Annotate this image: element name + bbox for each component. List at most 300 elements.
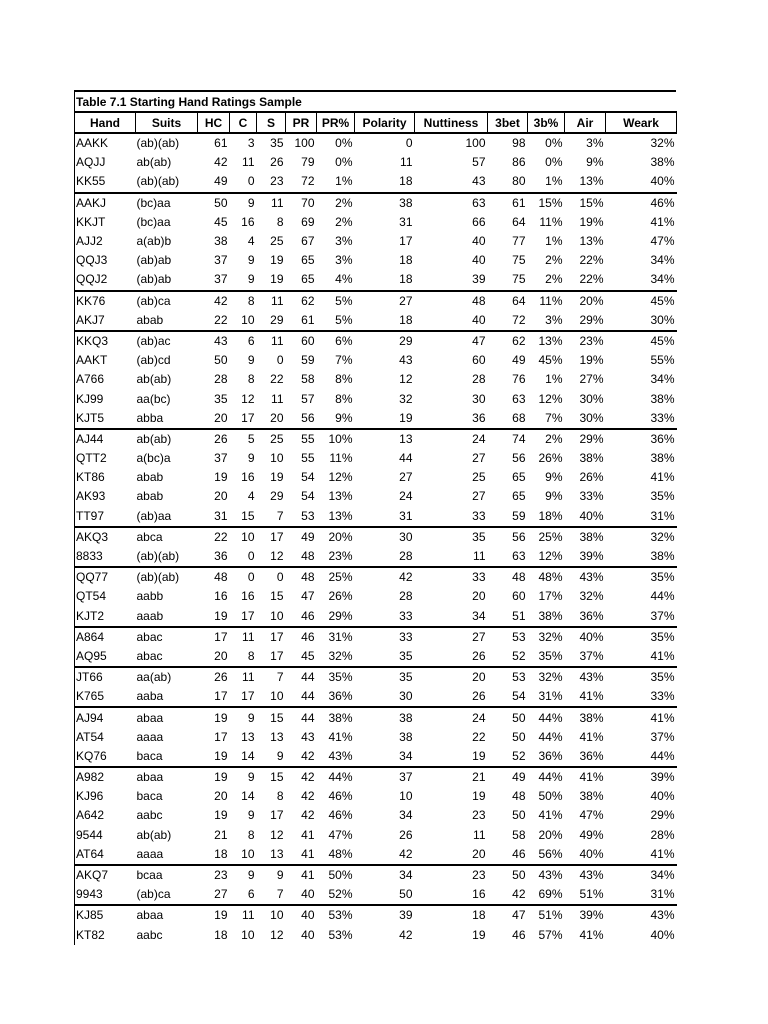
cell-suits: aabc — [136, 927, 163, 942]
cell-air: 47% — [579, 808, 604, 823]
table-row — [75, 728, 677, 747]
cell-suits: (ab)aa — [136, 508, 172, 523]
cell-hc: 26 — [198, 429, 230, 449]
table-row — [75, 707, 677, 727]
cell-pr: 42 — [301, 748, 315, 763]
cell-s: 25 — [270, 234, 284, 249]
cell-pr-pct: 13% — [328, 489, 353, 504]
cell-s: 35 — [270, 136, 284, 151]
cell-weark: 41% — [650, 846, 675, 861]
cell-suits: baca — [136, 748, 163, 763]
cell-s: 29 — [270, 489, 284, 504]
cell-s: 13 — [270, 846, 284, 861]
cell-hand: KJT2 — [75, 607, 136, 627]
cell-nuttiness: 19 — [472, 789, 486, 804]
cell-nuttiness: 33 — [472, 508, 486, 523]
cell-suits: abab — [136, 312, 164, 327]
cell-pr-pct: 29% — [328, 608, 353, 623]
table-body — [75, 133, 677, 945]
cell-pr-pct: 44% — [317, 767, 355, 787]
table-row — [75, 291, 677, 311]
cell-3b-pct: 9% — [545, 470, 563, 485]
cell-suits: ab(ab) — [136, 372, 172, 387]
cell-suits: abac — [136, 648, 163, 663]
cell-s: 15 — [257, 767, 286, 787]
cell-hc: 19 — [198, 905, 230, 925]
cell-pr: 53 — [301, 508, 315, 523]
table-row — [75, 193, 677, 213]
cell-c: 16 — [241, 470, 255, 485]
cell-pr: 42 — [301, 789, 315, 804]
table-row — [75, 607, 677, 627]
cell-weark: 47% — [650, 234, 675, 249]
cell-3b-pct: 1% — [545, 234, 563, 249]
cell-3bet: 60 — [512, 589, 526, 604]
cell-nuttiness: 47 — [415, 331, 488, 351]
cell-s: 10 — [270, 689, 284, 704]
cell-air: 37% — [579, 648, 604, 663]
cell-pr: 67 — [301, 234, 315, 249]
cell-s: 19 — [270, 253, 284, 268]
starting-hand-ratings-table — [74, 111, 677, 945]
cell-air: 20% — [565, 291, 606, 311]
header-row — [75, 112, 677, 133]
table-row — [75, 133, 677, 153]
cell-pr-pct: 6% — [317, 331, 355, 351]
cell-hand: KT82 — [75, 926, 136, 945]
cell-hand: KT86 — [75, 468, 136, 487]
cell-suits: (ab)ca — [136, 887, 171, 902]
cell-air: 43% — [565, 667, 606, 687]
cell-3bet: 75 — [512, 253, 526, 268]
cell-c: 11 — [230, 905, 257, 925]
cell-pr-pct: 9% — [335, 410, 353, 425]
cell-hc: 19 — [198, 707, 230, 727]
cell-pr: 44 — [301, 689, 315, 704]
cell-3bet: 53 — [488, 627, 528, 647]
cell-3bet: 75 — [512, 272, 526, 287]
cell-c: 8 — [247, 372, 255, 387]
cell-pr-pct: 53% — [317, 905, 355, 925]
cell-weark: 45% — [606, 291, 677, 311]
cell-nuttiness: 20 — [472, 846, 486, 861]
cell-nuttiness: 23 — [472, 808, 486, 823]
cell-3b-pct: 35% — [538, 648, 563, 663]
cell-hand: KJ99 — [75, 389, 136, 408]
cell-3bet: 50 — [512, 729, 526, 744]
cell-3b-pct: 3% — [545, 312, 563, 327]
cell-hand: KKQ3 — [75, 331, 136, 351]
cell-pr-pct: 32% — [328, 648, 353, 663]
cell-3b-pct: 48% — [528, 567, 565, 587]
cell-pr-pct: 10% — [317, 429, 355, 449]
cell-3b-pct: 11% — [539, 214, 563, 229]
cell-pr-pct: 35% — [317, 667, 355, 687]
cell-3bet: 64 — [512, 214, 526, 229]
cell-hc: 42 — [214, 155, 228, 170]
cell-3bet: 48 — [488, 567, 528, 587]
cell-3bet: 64 — [488, 291, 528, 311]
cell-suits: bcaa — [136, 865, 198, 885]
cell-s: 22 — [270, 372, 284, 387]
cell-s: 11 — [271, 391, 284, 406]
cell-hand: QTT2 — [75, 449, 136, 468]
cell-air: 15% — [565, 193, 606, 213]
cell-polarity: 26 — [399, 827, 413, 842]
column-header: Nuttiness — [415, 112, 488, 133]
cell-hc: 21 — [214, 827, 228, 842]
cell-polarity: 33 — [399, 608, 413, 623]
cell-pr: 44 — [286, 667, 317, 687]
cell-s: 12 — [270, 549, 284, 564]
cell-polarity: 34 — [399, 748, 413, 763]
cell-c: 3 — [247, 136, 255, 151]
column-header: HC — [198, 112, 230, 133]
cell-c: 9 — [230, 865, 257, 885]
cell-weark: 44% — [650, 589, 675, 604]
cell-3b-pct: 2% — [545, 253, 563, 268]
cell-3bet: 50 — [488, 707, 528, 727]
cell-hc: 17 — [214, 689, 228, 704]
cell-pr-pct: 2% — [317, 193, 355, 213]
cell-pr: 60 — [286, 331, 317, 351]
cell-pr-pct: 52% — [328, 887, 353, 902]
table-row — [75, 153, 677, 172]
cell-3bet: 42 — [512, 887, 526, 902]
cell-s: 12 — [270, 827, 284, 842]
cell-nuttiness: 100 — [465, 136, 486, 151]
cell-c: 10 — [230, 527, 257, 547]
table-row — [75, 232, 677, 251]
cell-s: 10 — [270, 451, 284, 466]
table-row — [75, 449, 677, 468]
cell-pr-pct: 2% — [335, 214, 353, 229]
cell-c: 17 — [241, 689, 255, 704]
cell-3bet: 72 — [512, 312, 526, 327]
cell-3b-pct: 44% — [528, 707, 565, 727]
cell-hc: 49 — [214, 174, 228, 189]
cell-weark: 41% — [650, 470, 675, 485]
cell-s: 9 — [257, 865, 286, 885]
table-row — [75, 547, 677, 567]
cell-hc: 20 — [214, 789, 228, 804]
cell-polarity: 18 — [399, 174, 413, 189]
cell-3bet: 47 — [488, 905, 528, 925]
cell-nuttiness: 35 — [415, 527, 488, 547]
cell-air: 22% — [579, 272, 604, 287]
cell-pr-pct: 48% — [328, 846, 353, 861]
cell-polarity: 27 — [355, 291, 415, 311]
cell-s: 11 — [257, 331, 286, 351]
cell-weark: 33% — [650, 410, 675, 425]
cell-c: 9 — [247, 272, 255, 287]
cell-pr-pct: 11% — [329, 451, 353, 466]
cell-suits: aaba — [136, 689, 164, 704]
cell-air: 36% — [579, 748, 604, 763]
cell-nuttiness: 26 — [472, 648, 486, 663]
table-row — [75, 647, 677, 667]
cell-suits: abca — [136, 527, 198, 547]
cell-3b-pct: 1% — [545, 174, 563, 189]
cell-suits: (ab)(ab) — [136, 136, 180, 151]
cell-weark: 34% — [650, 272, 675, 287]
cell-air: 41% — [579, 729, 604, 744]
cell-s: 17 — [270, 808, 284, 823]
cell-c: 9 — [230, 767, 257, 787]
cell-3b-pct: 1% — [545, 372, 563, 387]
cell-pr-pct: 41% — [328, 729, 353, 744]
cell-pr-pct: 47% — [328, 827, 353, 842]
cell-pr: 70 — [286, 193, 317, 213]
cell-hc: 28 — [214, 372, 228, 387]
table-row — [75, 487, 677, 506]
table-row — [75, 172, 677, 192]
cell-nuttiness: 24 — [415, 429, 488, 449]
cell-suits: ab(ab) — [136, 429, 198, 449]
cell-polarity: 29 — [355, 331, 415, 351]
cell-suits: aaab — [136, 608, 164, 623]
cell-3bet: 56 — [488, 527, 528, 547]
cell-pr-pct: 0% — [335, 136, 353, 151]
cell-c: 10 — [241, 312, 255, 327]
cell-3bet: 62 — [488, 331, 528, 351]
cell-3b-pct: 51% — [528, 905, 565, 925]
cell-nuttiness: 18 — [415, 905, 488, 925]
table-row — [75, 787, 677, 806]
cell-suits: (ab)(ab) — [136, 549, 180, 564]
cell-3bet: 49 — [488, 767, 528, 787]
cell-weark: 35% — [650, 489, 675, 504]
cell-hc: 22 — [198, 527, 230, 547]
cell-nuttiness: 43 — [472, 174, 486, 189]
cell-s: 0 — [257, 567, 286, 587]
cell-s: 17 — [257, 527, 286, 547]
cell-c: 4 — [247, 489, 255, 504]
table-row — [75, 667, 677, 687]
cell-suits: aaaa — [136, 729, 164, 744]
cell-c: 15 — [241, 508, 255, 523]
cell-s: 17 — [257, 627, 286, 647]
cell-pr-pct: 26% — [328, 589, 353, 604]
cell-s: 8 — [276, 789, 284, 804]
cell-nuttiness: 34 — [472, 608, 486, 623]
cell-3b-pct: 41% — [538, 808, 563, 823]
cell-c: 6 — [247, 887, 255, 902]
cell-weark: 32% — [606, 527, 677, 547]
cell-suits: (ab)ab — [136, 253, 172, 268]
cell-hand: A766 — [75, 370, 136, 389]
cell-3bet: 61 — [488, 193, 528, 213]
cell-pr-pct: 8% — [335, 372, 353, 387]
cell-3b-pct: 12% — [538, 549, 563, 564]
cell-hc: 42 — [198, 291, 230, 311]
cell-pr-pct: 4% — [335, 272, 353, 287]
cell-nuttiness: 19 — [472, 748, 486, 763]
cell-pr: 42 — [301, 808, 315, 823]
cell-3bet: 63 — [512, 391, 526, 406]
cell-hand: AK93 — [75, 487, 136, 506]
cell-hc: 23 — [198, 865, 230, 885]
cell-suits: ab(ab) — [136, 155, 172, 170]
cell-3b-pct: 44% — [538, 729, 563, 744]
cell-polarity: 34 — [355, 865, 415, 885]
cell-nuttiness: 21 — [415, 767, 488, 787]
cell-s: 15 — [257, 707, 286, 727]
column-header: Hand — [75, 112, 136, 133]
cell-s: 11 — [257, 193, 286, 213]
cell-nuttiness: 19 — [472, 927, 486, 942]
cell-pr: 59 — [301, 353, 315, 368]
cell-polarity: 12 — [399, 372, 413, 387]
cell-s: 10 — [257, 905, 286, 925]
cell-air: 38% — [565, 527, 606, 547]
cell-3b-pct: 45% — [538, 353, 563, 368]
cell-hand: QQJ3 — [75, 251, 136, 270]
cell-suits: aa(ab) — [136, 667, 198, 687]
cell-pr: 48 — [301, 549, 315, 564]
cell-c: 9 — [230, 707, 257, 727]
cell-nuttiness: 20 — [415, 667, 488, 687]
cell-suits: aabc — [136, 808, 163, 823]
cell-hc: 50 — [198, 193, 230, 213]
cell-hand: 9544 — [75, 826, 136, 845]
cell-3b-pct: 11% — [528, 291, 565, 311]
cell-weark: 28% — [650, 827, 675, 842]
table-row — [75, 311, 677, 331]
cell-weark: 39% — [606, 767, 677, 787]
cell-hc: 26 — [198, 667, 230, 687]
column-header: 3bet — [488, 112, 528, 133]
cell-c: 8 — [247, 827, 255, 842]
cell-pr-pct: 5% — [335, 312, 353, 327]
cell-3bet: 80 — [512, 174, 526, 189]
table-row — [75, 270, 677, 290]
cell-air: 40% — [579, 846, 604, 861]
column-header: PR — [286, 112, 317, 133]
cell-weark: 34% — [606, 865, 677, 885]
cell-3bet: 46 — [512, 927, 526, 942]
cell-weark: 32% — [650, 136, 675, 151]
cell-pr: 40 — [286, 905, 317, 925]
table-row — [75, 627, 677, 647]
column-header: C — [230, 112, 257, 133]
cell-c: 17 — [241, 410, 255, 425]
cell-3b-pct: 32% — [528, 667, 565, 687]
cell-weark: 31% — [650, 887, 675, 902]
cell-pr-pct: 31% — [317, 627, 355, 647]
cell-air: 40% — [579, 508, 604, 523]
cell-pr-pct: 8% — [335, 391, 353, 406]
cell-polarity: 34 — [399, 808, 413, 823]
cell-c: 9 — [247, 451, 255, 466]
cell-3bet: 52 — [512, 648, 526, 663]
cell-hc: 19 — [198, 767, 230, 787]
cell-suits: (bc)aa — [136, 193, 198, 213]
cell-pr-pct: 38% — [317, 707, 355, 727]
cell-air: 23% — [565, 331, 606, 351]
cell-polarity: 35 — [399, 648, 413, 663]
cell-weark: 34% — [650, 372, 675, 387]
cell-s: 19 — [270, 470, 284, 485]
cell-3b-pct: 2% — [545, 272, 563, 287]
table-row — [75, 527, 677, 547]
cell-3bet: 50 — [488, 865, 528, 885]
table-row — [75, 389, 677, 408]
cell-pr: 41 — [301, 846, 315, 861]
cell-polarity: 19 — [399, 410, 413, 425]
cell-air: 38% — [565, 707, 606, 727]
cell-hand: KK55 — [75, 172, 136, 192]
cell-air: 32% — [579, 589, 604, 604]
table-row — [75, 507, 677, 527]
cell-pr: 100 — [294, 136, 315, 151]
table-row — [75, 251, 677, 270]
cell-pr-pct: 12% — [328, 470, 353, 485]
cell-hand: AT64 — [75, 845, 136, 865]
table-row — [75, 351, 677, 370]
cell-hc: 22 — [214, 312, 228, 327]
cell-3b-pct: 32% — [528, 627, 565, 647]
table-row — [75, 687, 677, 707]
cell-hand: KQ76 — [75, 747, 136, 767]
cell-polarity: 18 — [399, 253, 413, 268]
cell-nuttiness: 30 — [472, 391, 486, 406]
cell-pr-pct: 3% — [335, 253, 353, 268]
cell-s: 12 — [270, 927, 284, 942]
cell-suits: (ab)cd — [136, 353, 171, 368]
cell-suits: aa(bc) — [136, 391, 171, 406]
cell-c: 8 — [230, 291, 257, 311]
cell-polarity: 38 — [355, 707, 415, 727]
cell-nuttiness: 22 — [472, 729, 486, 744]
cell-polarity: 30 — [355, 527, 415, 547]
cell-hand: KJT5 — [75, 409, 136, 429]
cell-3bet: 59 — [512, 508, 526, 523]
table-row — [75, 806, 677, 825]
cell-c: 12 — [241, 391, 255, 406]
cell-pr: 45 — [301, 648, 315, 663]
cell-pr: 40 — [301, 887, 315, 902]
cell-air: 41% — [565, 767, 606, 787]
cell-hand: KJ85 — [75, 905, 136, 925]
cell-weark: 35% — [606, 627, 677, 647]
cell-c: 10 — [241, 927, 255, 942]
cell-suits: abaa — [136, 707, 198, 727]
cell-nuttiness: 40 — [472, 234, 486, 249]
cell-3bet: 52 — [512, 748, 526, 763]
cell-weark: 45% — [606, 331, 677, 351]
cell-nuttiness: 11 — [473, 549, 486, 564]
cell-polarity: 17 — [399, 234, 413, 249]
cell-c: 16 — [241, 214, 255, 229]
cell-3b-pct: 25% — [528, 527, 565, 547]
cell-s: 26 — [270, 155, 284, 170]
cell-pr: 55 — [301, 451, 315, 466]
cell-pr: 41 — [301, 827, 315, 842]
cell-air: 33% — [579, 489, 604, 504]
cell-pr: 41 — [286, 865, 317, 885]
cell-pr: 61 — [301, 312, 315, 327]
cell-hand: A982 — [75, 767, 136, 787]
cell-pr: 49 — [286, 527, 317, 547]
cell-hc: 38 — [214, 234, 228, 249]
cell-hand: QT54 — [75, 587, 136, 606]
cell-s: 25 — [257, 429, 286, 449]
cell-3bet: 63 — [512, 549, 526, 564]
table-row — [75, 331, 677, 351]
cell-pr: 55 — [286, 429, 317, 449]
cell-hand: AJ94 — [75, 707, 136, 727]
